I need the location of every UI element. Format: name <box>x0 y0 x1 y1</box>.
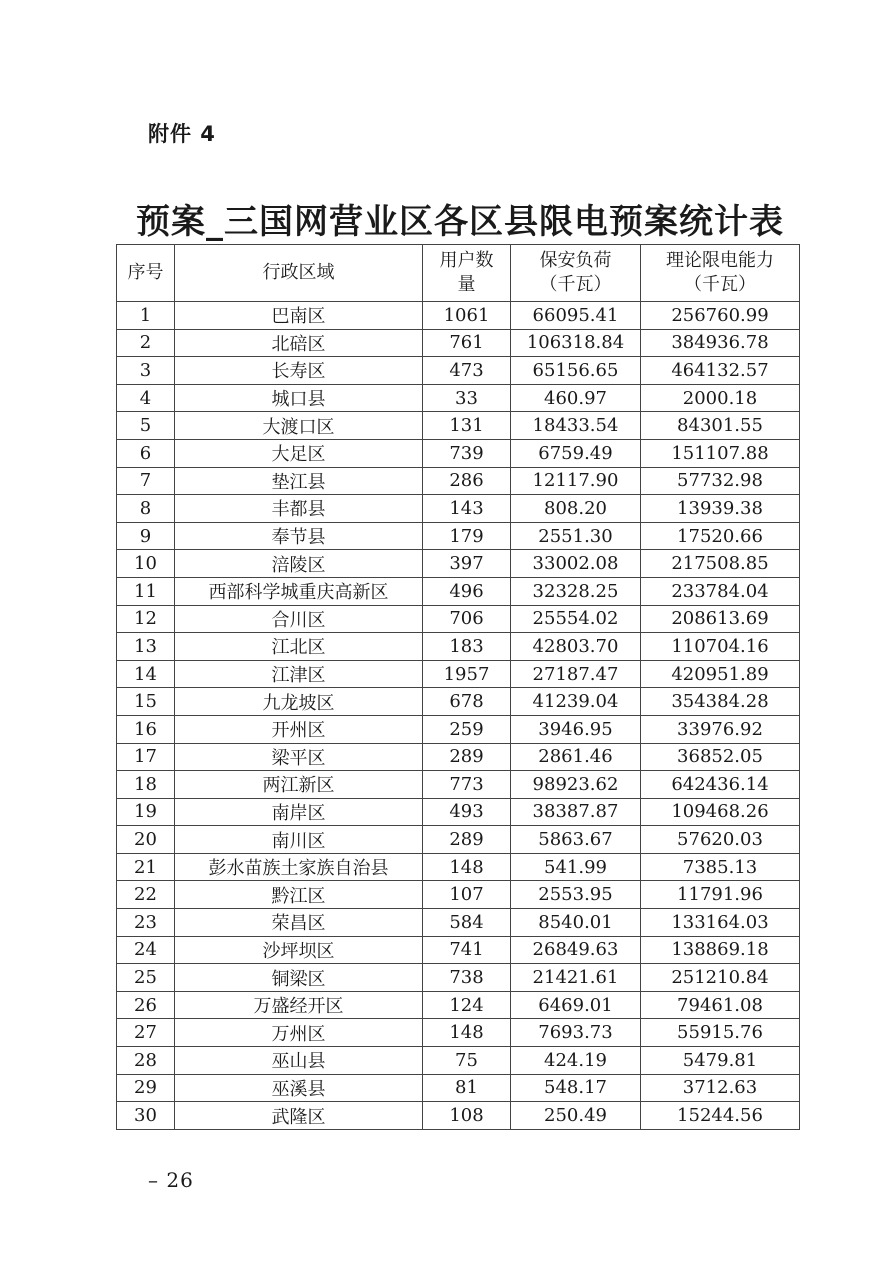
cell-capacity: 251210.84 <box>641 964 800 992</box>
table-row <box>117 771 800 799</box>
cell-users: 761 <box>423 329 511 357</box>
header-users <box>423 245 511 302</box>
cell-load: 7693.73 <box>511 1019 641 1047</box>
cell-district: 武隆区 <box>175 1102 423 1130</box>
cell-seq: 11 <box>117 577 175 605</box>
cell-seq: 26 <box>117 991 175 1019</box>
cell-users: 493 <box>423 798 511 826</box>
table-row <box>117 1074 800 1102</box>
cell-load: 6759.49 <box>511 439 641 467</box>
table-row <box>117 964 800 992</box>
cell-district: 南岸区 <box>175 798 423 826</box>
cell-users: 259 <box>423 715 511 743</box>
cell-seq: 1 <box>117 302 175 330</box>
cell-load: 32328.25 <box>511 577 641 605</box>
table-row <box>117 302 800 330</box>
cell-users: 706 <box>423 605 511 633</box>
header-capacity <box>641 245 800 302</box>
cell-seq: 7 <box>117 467 175 495</box>
table-header <box>117 245 800 302</box>
cell-capacity: 256760.99 <box>641 302 800 330</box>
header-district: 行政区域 <box>175 245 423 302</box>
cell-seq: 27 <box>117 1019 175 1047</box>
cell-capacity: 55915.76 <box>641 1019 800 1047</box>
cell-users: 1957 <box>423 660 511 688</box>
header-load <box>511 245 641 302</box>
table-row <box>117 715 800 743</box>
cell-users: 179 <box>423 522 511 550</box>
attachment-label: 附件 4 <box>148 122 216 146</box>
cell-seq: 2 <box>117 329 175 357</box>
table-row <box>117 357 800 385</box>
table-row <box>117 577 800 605</box>
cell-capacity: 384936.78 <box>641 329 800 357</box>
cell-users: 584 <box>423 909 511 937</box>
cell-seq: 21 <box>117 853 175 881</box>
cell-load: 38387.87 <box>511 798 641 826</box>
cell-capacity: 133164.03 <box>641 909 800 937</box>
cell-seq: 30 <box>117 1102 175 1130</box>
cell-users: 75 <box>423 1047 511 1075</box>
cell-load: 27187.47 <box>511 660 641 688</box>
cell-load: 808.20 <box>511 495 641 523</box>
cell-district: 万州区 <box>175 1019 423 1047</box>
cell-users: 124 <box>423 991 511 1019</box>
cell-seq: 14 <box>117 660 175 688</box>
table-row <box>117 660 800 688</box>
cell-district: 丰都县 <box>175 495 423 523</box>
table-row <box>117 439 800 467</box>
cell-capacity: 138869.18 <box>641 936 800 964</box>
cell-load: 424.19 <box>511 1047 641 1075</box>
cell-users: 286 <box>423 467 511 495</box>
cell-load: 98923.62 <box>511 771 641 799</box>
table-row <box>117 384 800 412</box>
cell-seq: 24 <box>117 936 175 964</box>
cell-load: 541.99 <box>511 853 641 881</box>
cell-users: 739 <box>423 439 511 467</box>
cell-seq: 16 <box>117 715 175 743</box>
cell-capacity: 33976.92 <box>641 715 800 743</box>
header-seq: 序号 <box>117 245 175 302</box>
statistics-table <box>116 244 800 1130</box>
cell-district: 江津区 <box>175 660 423 688</box>
cell-load: 41239.04 <box>511 688 641 716</box>
cell-capacity: 110704.16 <box>641 633 800 661</box>
table-row <box>117 991 800 1019</box>
cell-seq: 3 <box>117 357 175 385</box>
cell-capacity: 15244.56 <box>641 1102 800 1130</box>
cell-seq: 13 <box>117 633 175 661</box>
cell-load: 2551.30 <box>511 522 641 550</box>
table-row <box>117 936 800 964</box>
cell-seq: 20 <box>117 826 175 854</box>
table-row <box>117 688 800 716</box>
cell-district: 铜梁区 <box>175 964 423 992</box>
cell-load: 8540.01 <box>511 909 641 937</box>
cell-load: 6469.01 <box>511 991 641 1019</box>
table-body <box>117 302 800 1130</box>
header-capacity-line2: （千瓦） <box>684 274 756 295</box>
cell-load: 66095.41 <box>511 302 641 330</box>
cell-capacity: 57620.03 <box>641 826 800 854</box>
cell-load: 12117.90 <box>511 467 641 495</box>
cell-seq: 8 <box>117 495 175 523</box>
cell-district: 荣昌区 <box>175 909 423 937</box>
cell-seq: 6 <box>117 439 175 467</box>
cell-capacity: 354384.28 <box>641 688 800 716</box>
cell-district: 长寿区 <box>175 357 423 385</box>
cell-load: 65156.65 <box>511 357 641 385</box>
cell-users: 148 <box>423 1019 511 1047</box>
cell-district: 江北区 <box>175 633 423 661</box>
cell-load: 18433.54 <box>511 412 641 440</box>
cell-district: 巴南区 <box>175 302 423 330</box>
cell-users: 738 <box>423 964 511 992</box>
cell-district: 巫溪县 <box>175 1074 423 1102</box>
cell-district: 大足区 <box>175 439 423 467</box>
header-capacity-line1: 理论限电能力 <box>666 250 774 271</box>
cell-capacity: 11791.96 <box>641 881 800 909</box>
cell-seq: 19 <box>117 798 175 826</box>
cell-district: 彭水苗族土家族自治县 <box>175 853 423 881</box>
cell-capacity: 642436.14 <box>641 771 800 799</box>
cell-load: 106318.84 <box>511 329 641 357</box>
cell-seq: 28 <box>117 1047 175 1075</box>
cell-district: 黔江区 <box>175 881 423 909</box>
header-users-line2: 量 <box>457 274 476 295</box>
cell-users: 741 <box>423 936 511 964</box>
cell-load: 26849.63 <box>511 936 641 964</box>
cell-users: 143 <box>423 495 511 523</box>
cell-capacity: 57732.98 <box>641 467 800 495</box>
cell-capacity: 217508.85 <box>641 550 800 578</box>
cell-seq: 4 <box>117 384 175 412</box>
cell-district: 梁平区 <box>175 743 423 771</box>
cell-users: 108 <box>423 1102 511 1130</box>
cell-seq: 18 <box>117 771 175 799</box>
cell-load: 548.17 <box>511 1074 641 1102</box>
cell-load: 2553.95 <box>511 881 641 909</box>
cell-capacity: 17520.66 <box>641 522 800 550</box>
table-row <box>117 495 800 523</box>
header-load-line1: 保安负荷 <box>539 250 612 271</box>
cell-capacity: 420951.89 <box>641 660 800 688</box>
cell-load: 2861.46 <box>511 743 641 771</box>
cell-capacity: 7385.13 <box>641 853 800 881</box>
cell-load: 25554.02 <box>511 605 641 633</box>
table-row <box>117 1102 800 1130</box>
cell-capacity: 2000.18 <box>641 384 800 412</box>
cell-seq: 9 <box>117 522 175 550</box>
cell-district: 垫江县 <box>175 467 423 495</box>
cell-users: 107 <box>423 881 511 909</box>
table-row <box>117 881 800 909</box>
cell-seq: 22 <box>117 881 175 909</box>
header-users-line1: 用户数 <box>439 250 494 271</box>
cell-load: 21421.61 <box>511 964 641 992</box>
page-title: 预案_三国网营业区各区县限电预案统计表 <box>136 202 784 242</box>
cell-users: 397 <box>423 550 511 578</box>
cell-capacity: 464132.57 <box>641 357 800 385</box>
cell-capacity: 233784.04 <box>641 577 800 605</box>
cell-capacity: 109468.26 <box>641 798 800 826</box>
cell-users: 81 <box>423 1074 511 1102</box>
cell-users: 183 <box>423 633 511 661</box>
cell-district: 城口县 <box>175 384 423 412</box>
cell-district: 西部科学城重庆高新区 <box>175 577 423 605</box>
table-row <box>117 909 800 937</box>
cell-district: 两江新区 <box>175 771 423 799</box>
cell-users: 289 <box>423 826 511 854</box>
cell-load: 33002.08 <box>511 550 641 578</box>
cell-capacity: 151107.88 <box>641 439 800 467</box>
cell-district: 合川区 <box>175 605 423 633</box>
table-row <box>117 522 800 550</box>
table-row <box>117 798 800 826</box>
table-row <box>117 550 800 578</box>
table-row <box>117 605 800 633</box>
cell-capacity: 5479.81 <box>641 1047 800 1075</box>
table-row <box>117 826 800 854</box>
table-row <box>117 743 800 771</box>
cell-load: 250.49 <box>511 1102 641 1130</box>
cell-capacity: 79461.08 <box>641 991 800 1019</box>
cell-district: 开州区 <box>175 715 423 743</box>
table-row <box>117 467 800 495</box>
cell-seq: 25 <box>117 964 175 992</box>
cell-seq: 5 <box>117 412 175 440</box>
cell-capacity: 3712.63 <box>641 1074 800 1102</box>
cell-district: 万盛经开区 <box>175 991 423 1019</box>
cell-users: 289 <box>423 743 511 771</box>
table-row <box>117 1047 800 1075</box>
cell-district: 九龙坡区 <box>175 688 423 716</box>
cell-seq: 29 <box>117 1074 175 1102</box>
cell-users: 131 <box>423 412 511 440</box>
cell-seq: 12 <box>117 605 175 633</box>
cell-users: 773 <box>423 771 511 799</box>
cell-district: 奉节县 <box>175 522 423 550</box>
table-row <box>117 412 800 440</box>
cell-capacity: 36852.05 <box>641 743 800 771</box>
table-row <box>117 1019 800 1047</box>
table-row <box>117 329 800 357</box>
cell-seq: 10 <box>117 550 175 578</box>
cell-users: 33 <box>423 384 511 412</box>
cell-district: 大渡口区 <box>175 412 423 440</box>
cell-district: 北碚区 <box>175 329 423 357</box>
cell-users: 473 <box>423 357 511 385</box>
cell-capacity: 13939.38 <box>641 495 800 523</box>
cell-seq: 17 <box>117 743 175 771</box>
cell-capacity: 84301.55 <box>641 412 800 440</box>
table-row <box>117 853 800 881</box>
cell-load: 460.97 <box>511 384 641 412</box>
cell-district: 巫山县 <box>175 1047 423 1075</box>
cell-load: 3946.95 <box>511 715 641 743</box>
cell-load: 5863.67 <box>511 826 641 854</box>
cell-capacity: 208613.69 <box>641 605 800 633</box>
table-row <box>117 633 800 661</box>
cell-load: 42803.70 <box>511 633 641 661</box>
cell-seq: 15 <box>117 688 175 716</box>
cell-district: 南川区 <box>175 826 423 854</box>
header-load-line2: （千瓦） <box>539 274 612 295</box>
page-number: – 26 <box>148 1168 194 1192</box>
cell-users: 496 <box>423 577 511 605</box>
cell-district: 沙坪坝区 <box>175 936 423 964</box>
cell-users: 148 <box>423 853 511 881</box>
cell-seq: 23 <box>117 909 175 937</box>
cell-users: 678 <box>423 688 511 716</box>
cell-users: 1061 <box>423 302 511 330</box>
cell-district: 涪陵区 <box>175 550 423 578</box>
